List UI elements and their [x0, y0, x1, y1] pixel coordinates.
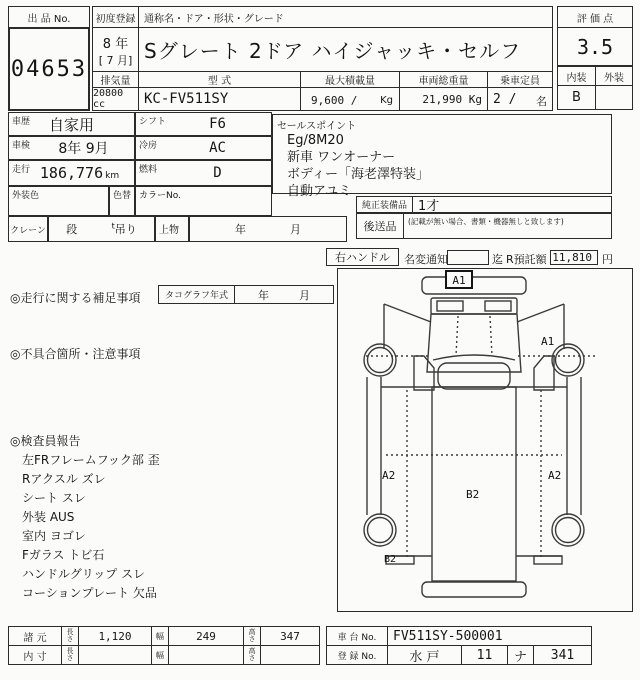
damage-label-rear-left: B2: [384, 554, 397, 565]
tachograph-label: タコグラフ年式: [158, 285, 235, 304]
first-reg-value: [92, 27, 139, 72]
gross-weight-value: 21,990 Kg: [399, 87, 488, 111]
spec-row-label: 諸 元: [8, 626, 62, 646]
damage-label-front: A1: [452, 274, 466, 287]
exterior-grade: [595, 85, 633, 110]
crane-tsuri-label: $^t$吊り: [111, 221, 137, 236]
inner-height-label: 高さ: [243, 645, 261, 665]
report-item: Fガラス トビ石: [22, 548, 105, 562]
color-no-cell: [135, 186, 272, 216]
reg-kana-value: ナ: [507, 645, 534, 665]
history-value: 自家用: [48, 115, 94, 134]
damage-label-left: A2: [382, 469, 396, 482]
interior-grade: B: [557, 85, 596, 110]
uwamono-date-cell: [189, 216, 347, 242]
name-change-label: 名変通知: [404, 253, 448, 266]
ac-cell: [135, 136, 272, 160]
tachograph-year-label: 年: [258, 288, 269, 302]
lot-no-value: 04653: [8, 27, 90, 111]
report-item: Rアクスル ズレ: [22, 472, 106, 486]
interior-header: 内装: [557, 66, 596, 86]
shaken-label: 車検: [12, 141, 31, 151]
shift-label: シフト: [139, 117, 167, 127]
shaken-cell: [8, 136, 135, 160]
vehicle-name-header: 通称名・ドア・形状・グレード: [138, 6, 553, 28]
report-item: 外装 AUS: [22, 510, 75, 524]
score-header: 評 価 点: [557, 6, 633, 28]
report-item: 左FRフレームフック部 歪: [22, 453, 160, 467]
fuel-value: D: [213, 165, 222, 181]
later-items-note-cell: [403, 213, 612, 239]
vehicle-diagram-box: [337, 268, 633, 612]
spec-width-label: 幅: [151, 626, 169, 646]
recolor-cell: [109, 186, 135, 216]
tachograph-month-label: 月: [299, 288, 310, 302]
reg-no-label: 登 録 No.: [326, 645, 388, 665]
shift-cell: [135, 112, 272, 136]
fuel-label: 燃料: [139, 165, 158, 175]
spec-height-label: 高さ: [243, 626, 261, 646]
spec-height-value: 347: [260, 626, 320, 646]
capacity-value: [487, 87, 553, 111]
damage-label-right: A2: [548, 469, 562, 482]
report-item: 室内 ヨゴレ: [22, 529, 86, 543]
yen-label: 円: [602, 253, 613, 266]
exterior-header: 外装: [595, 66, 633, 86]
inner-height-value: [260, 645, 320, 665]
max-load-header: 最大積載量: [300, 71, 400, 88]
uwamono-month-label: 月: [290, 223, 301, 236]
report-item: シート スレ: [22, 491, 86, 505]
crane-dan-label: 段: [66, 223, 78, 236]
spec-width-value: 249: [168, 626, 244, 646]
genuine-equipment-value: 1才: [412, 196, 612, 213]
tachograph-value-cell: [234, 285, 334, 304]
displacement-header: 排気量: [92, 71, 139, 88]
reg-area-value: 水 戸: [387, 645, 462, 665]
model-value: KC-FV511SY: [138, 87, 301, 111]
recolor-label: 色替: [113, 191, 132, 201]
inner-length-label: 長さ: [61, 645, 79, 665]
inner-length-value: [78, 645, 152, 665]
chassis-no-label: 車 台 No.: [326, 626, 388, 646]
sales-point-title: セールスポイント: [277, 121, 357, 132]
body-color-cell: [8, 186, 109, 216]
mileage-unit: km: [105, 171, 120, 181]
mileage-cell: [8, 160, 135, 186]
genuine-equipment-label: 純正装備品: [356, 196, 413, 213]
rhd-badge: 右ハンドル: [326, 248, 399, 266]
capacity-header: 乗車定員: [487, 71, 553, 88]
mileage-value: 186,776: [39, 164, 104, 182]
max-load-number: 9,600 /: [311, 94, 358, 107]
reg-class-value: 11: [461, 645, 508, 665]
truck-top-view-diagram: [338, 269, 631, 610]
later-items-note: (記載が無い場合、書類・機器無しと致します): [408, 217, 564, 226]
first-reg-header: 初度登録: [92, 6, 139, 28]
score-value: 3.5: [557, 27, 633, 66]
mileage-supplement-heading: ◎走行に関する補足事項: [10, 291, 141, 305]
inner-width-label: 幅: [151, 645, 169, 665]
capacity-number: 2 /: [493, 92, 517, 107]
fuel-cell: [135, 160, 272, 186]
deposit-value: 11,810: [550, 250, 598, 265]
body-color-label: 外装色: [12, 191, 40, 201]
sales-line: 新車 ワンオーナー: [287, 150, 396, 165]
history-cell: [8, 112, 135, 136]
shift-value: F6: [209, 116, 226, 132]
ac-value: AC: [209, 140, 226, 156]
crane-cell: クレーン: [8, 216, 48, 242]
spec-length-label: 長さ: [61, 626, 79, 646]
first-reg-year: 8 年: [102, 37, 129, 52]
shaken-value: 8年 9月: [58, 141, 109, 157]
inspector-report-heading: ◎検査員報告: [10, 434, 81, 448]
inner-width-value: [168, 645, 244, 665]
reg-num-value: 341: [533, 645, 592, 665]
displacement-value: 20800 cc: [92, 87, 139, 111]
max-load-value: [300, 87, 400, 111]
chassis-no-value: FV511SY-500001: [387, 626, 592, 646]
uwamono-cell: [155, 216, 189, 242]
sales-point-box: [272, 114, 612, 199]
uwamono-label: 上物: [159, 225, 179, 236]
spec-length-value: 1,120: [78, 626, 152, 646]
later-items-label: 後送品: [356, 213, 404, 239]
uwamono-year-label: 年: [235, 223, 246, 236]
max-load-unit: Kg: [380, 95, 393, 106]
defects-heading: ◎不具合箇所・注意事項: [10, 347, 141, 361]
report-item: ハンドルグリップ スレ: [22, 567, 146, 581]
color-no-label: カラーNo.: [139, 191, 181, 201]
first-reg-month: [ 7 月]: [98, 54, 133, 67]
crane-t-unit: t: [111, 221, 115, 231]
mileage-label: 走行: [12, 165, 31, 175]
lot-no-header: 出 品 No.: [8, 6, 90, 28]
damage-label-front-right: A1: [541, 335, 555, 348]
vehicle-name: Sグレート 2ドア ハイジャッキ・セルフ: [138, 27, 553, 72]
model-header: 型 式: [138, 71, 301, 88]
gross-weight-header: 車両総重量: [399, 71, 488, 88]
history-label: 車歴: [12, 117, 31, 127]
ac-label: 冷房: [139, 141, 158, 151]
sales-line: 自動アユミ: [287, 184, 352, 199]
inner-row-label: 内 寸: [8, 645, 62, 665]
capacity-unit: 名: [536, 95, 547, 108]
name-change-box: [447, 250, 489, 265]
made-label: 迄: [492, 253, 503, 266]
sales-line: Eg/8M20: [287, 133, 344, 148]
deposit-label: R預託額: [506, 253, 547, 266]
damage-label-bed: B2: [466, 488, 480, 501]
report-item: コーションプレート 欠品: [22, 586, 157, 600]
crane-detail-cell: [48, 216, 155, 242]
sales-line: ボディー「海老澤特装」: [287, 167, 429, 182]
